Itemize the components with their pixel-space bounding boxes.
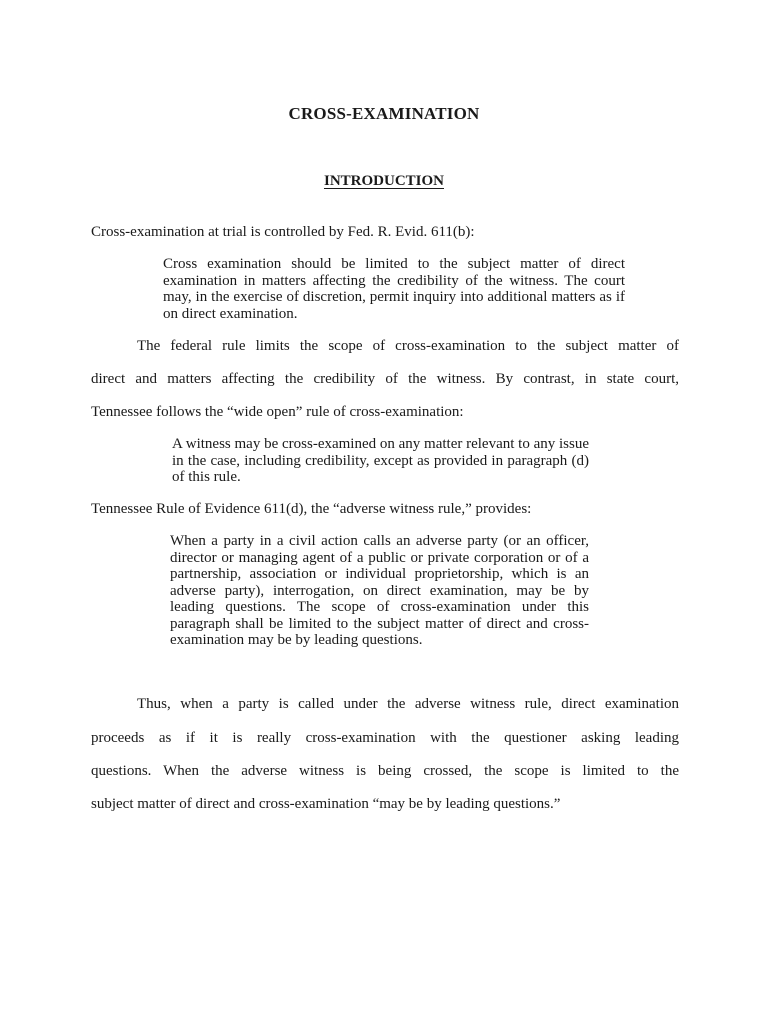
block-quote-fre-611b: Cross examination should be limited to the subject matter of direct examination in matters affecting the credibility of the witness. The court may, in the exercise of discretion, permit inquiry into additional matters as if on direct examination. xyxy=(163,256,625,322)
paragraph-1-line-2: direct and matters affecting the credibility of the witness. By contrast, in state court, xyxy=(91,371,679,387)
paragraph-1-line-1: The federal rule limits the scope of cross-examination to the subject matter of xyxy=(137,338,679,354)
paragraph-2-line-4: subject matter of direct and cross-examination “may be by leading questions.” xyxy=(91,796,561,812)
paragraph-2-line-2: proceeds as if it is really cross-examination with the questioner asking leading xyxy=(91,730,679,746)
block-quote-tn-wide-open-rule: A witness may be cross-examined on any matter relevant to any issue in the case, including credibility, except as provided in paragraph (d) of this rule. xyxy=(172,436,589,485)
block-quote-adverse-witness-rule: When a party in a civil action calls an adverse party (or an officer, director or managing agent of a public or private corporation or of a partnership, association or individual proprietorship, which is an adverse party), interrogation, on direct examination, may be by leading questions. The scope of cross-examination under this paragraph shall be limited to the subject matter of direct and cross-examination may be by leading questions. xyxy=(170,533,589,648)
paragraph-2-line-1: Thus, when a party is called under the adverse witness rule, direct examination xyxy=(137,696,679,712)
document-title: CROSS-EXAMINATION xyxy=(288,104,480,123)
intro-line: Cross-examination at trial is controlled by Fed. R. Evid. 611(b): xyxy=(91,224,475,240)
section-heading: INTRODUCTION xyxy=(323,173,444,189)
paragraph-1-line-3: Tennessee follows the “wide open” rule of cross-examination: xyxy=(91,404,464,420)
tn-rule-line: Tennessee Rule of Evidence 611(d), the “adverse witness rule,” provides: xyxy=(91,501,532,517)
paragraph-2-line-3: questions. When the adverse witness is being crossed, the scope is limited to the xyxy=(91,763,679,779)
